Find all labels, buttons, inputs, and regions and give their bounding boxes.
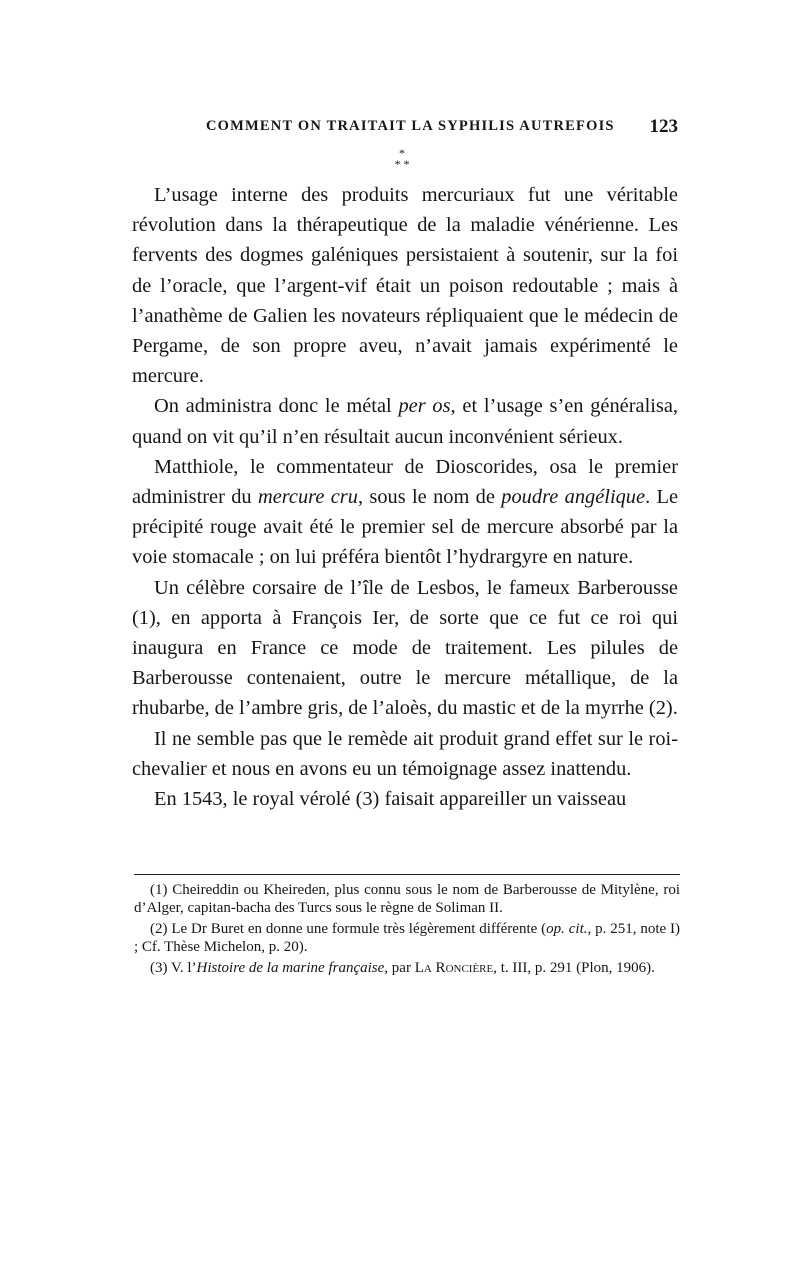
text-run: , et l’usage s’en généralisa, quand on vit qu’il n’en résultait aucun inconvénient sérieux.: [132, 395, 678, 448]
page-header: [132, 116, 678, 138]
asterism-top: *: [399, 146, 405, 160]
paragraph: [132, 784, 678, 814]
text-run: Matthiole, le commentateur de Dioscorides, osa le premier administrer du: [132, 455, 678, 509]
text-run: On administra donc le métal: [154, 395, 399, 418]
text-run: . Le précipité rouge avait été le premier sel de mercure absorbé par la voie stomacale ; on lui préféra bientôt l’hydrargyre en nature.: [132, 486, 679, 569]
footnote: [134, 960, 680, 978]
text-run: (2) Le Dr Buret en donne une formule très légèrement différente (: [150, 921, 547, 937]
asterism-bottom: * *: [394, 157, 410, 171]
text-run: , sous le nom de: [357, 486, 502, 509]
text-run: , t. III, p. 291 (Plon, 1906).: [493, 960, 655, 976]
italic-text: Histoire de la marine française: [196, 960, 385, 976]
text-run: , p. 251, note I) ; Cf. Thèse Michelon, p. 20).: [134, 921, 680, 955]
italic-text: op. cit.: [546, 921, 588, 937]
paragraph: [132, 573, 678, 724]
text-run: (3) V. l’: [150, 960, 197, 976]
paragraph: [132, 180, 678, 391]
footnotes: [134, 882, 680, 982]
italic-text: per os: [398, 395, 451, 418]
asterism-divider: [372, 148, 432, 170]
paragraph: [132, 724, 678, 784]
footnote: [134, 921, 680, 956]
text-run: (1) Cheireddin ou Kheireden, plus connu sous le nom de Barberousse de Mitylène, roi d’Alger, capitan-bacha des Turcs sous le règne de Soliman II.: [134, 882, 680, 916]
text-run: En 1543, le royal vérolé (3) faisait appareiller un vaisseau: [154, 788, 627, 811]
text-run: Un célèbre corsaire de l’île de Lesbos, le fameux Barberousse (1), en apporta à François Ier, de sorte que ce fut ce roi qui inaugura en France ce mode de traitement. Les pilules de Barberousse contenaient, outre le mercure métallique, de la rhubarbe, de l’ambre gris, de l’aloès, du mastic et de la myrrhe (2).: [132, 576, 678, 720]
footnote-separator: [134, 874, 680, 875]
paragraph: [132, 452, 678, 573]
small-caps-text: La Roncière: [414, 960, 494, 976]
footnote: [134, 882, 680, 917]
page-number: 123: [649, 116, 678, 137]
italic-text: poudre angélique: [501, 486, 646, 509]
text-run: L’usage interne des produits mercuriaux fut une véritable révolution dans la thérapeutique de la maladie vénérienne. Les fervents des dogmes galéniques persistaient à soutenir, sur la foi de l’oracle, que l’argent-vif était un poison redoutable ; mais à l’anathème de Galien les novateurs répliquaient que le médecin de Pergame, de son propre aveu, n’avait jamais expérimenté le mercure.: [132, 184, 678, 388]
paragraph: [132, 391, 678, 451]
main-text: [132, 180, 678, 814]
text-run: , par: [384, 960, 415, 976]
italic-text: mercure cru: [257, 486, 358, 509]
text-run: Il ne semble pas que le remède ait produit grand effet sur le roi-chevalier et nous en avons eu un témoignage assez inattendu.: [132, 727, 678, 780]
running-title: COMMENT ON TRAITAIT LA SYPHILIS AUTREFOIS: [206, 118, 615, 134]
